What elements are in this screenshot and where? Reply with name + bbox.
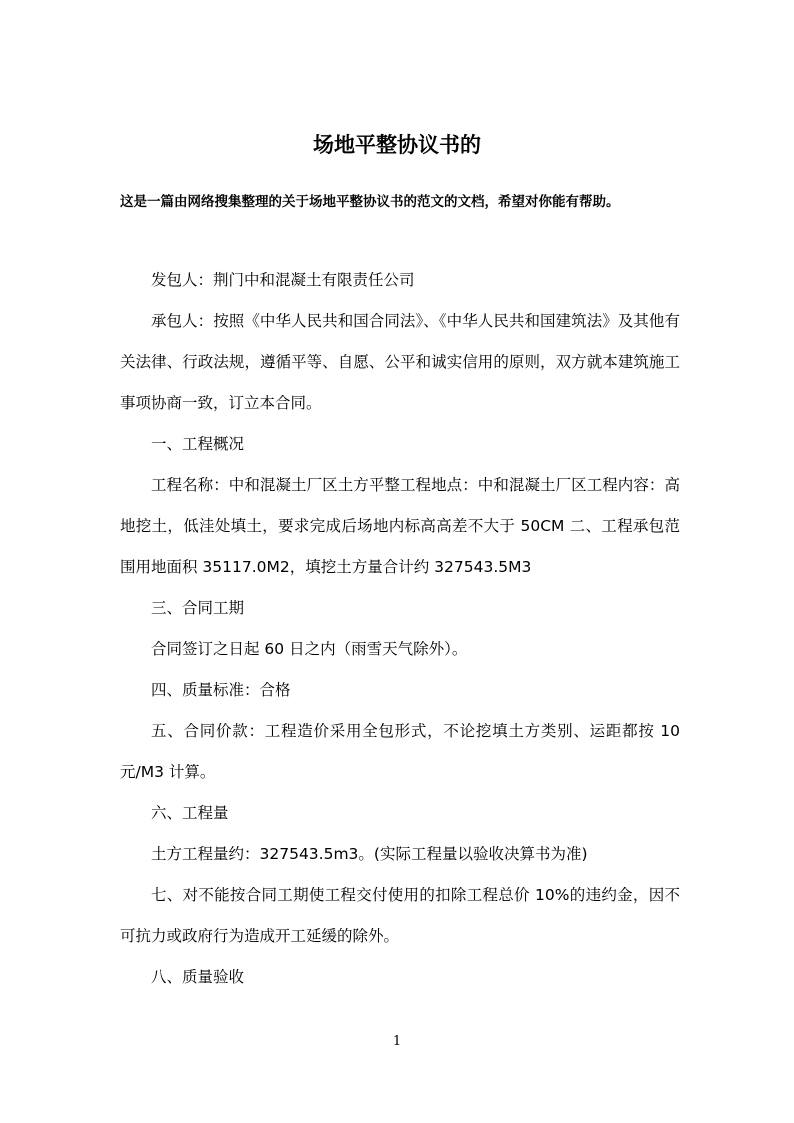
intro-text: 这是一篇由网络搜集整理的关于场地平整协议书的范文的文档，希望对你能有帮助。 bbox=[120, 194, 620, 210]
paragraph-employer: 发包人：荆门中和混凝土有限责任公司 bbox=[151, 271, 415, 289]
document-title: 场地平整协议书的 bbox=[313, 133, 481, 157]
page-number: 1 bbox=[392, 1034, 402, 1049]
section-heading-quality: 四、质量标准：合格 bbox=[151, 681, 291, 699]
document-body bbox=[120, 260, 680, 998]
section-heading-acceptance: 八、质量验收 bbox=[151, 968, 245, 986]
section-heading-quantity: 六、工程量 bbox=[151, 804, 229, 822]
paragraph-quantity: 土方工程量约：327543.5m3。(实际工程量以验收决算书为准) bbox=[151, 845, 588, 863]
section-heading-duration: 三、合同工期 bbox=[151, 599, 245, 617]
paragraph-duration: 合同签订之日起 60 日之内（雨雪天气除外）。 bbox=[151, 640, 468, 658]
section-heading-overview: 一、工程概况 bbox=[151, 435, 245, 453]
paragraph-project-details: 工程名称：中和混凝土厂区土方平整工程地点：中和混凝土厂区工程内容：高地挖土，低洼处填土，要求完成后场地内标高高差不大于 50CM 二、工程承包范围用地面积 35117.0M2，填挖土方量合计约 327543.5M3 bbox=[120, 476, 680, 576]
paragraph-contractor: 承包人：按照《中华人民共和国合同法》、《中华人民共和国建筑法》及其他有关法律、行政法规，遵循平等、自愿、公平和诚实信用的原则，双方就本建筑施工事项协商一致，订立本合同。 bbox=[120, 312, 680, 412]
paragraph-penalty: 七、对不能按合同工期使工程交付使用的扣除工程总价 10%的违约金，因不可抗力或政府行为造成开工延缓的除外。 bbox=[120, 886, 680, 945]
paragraph-price: 五、合同价款：工程造价采用全包形式，不论挖填土方类别、运距都按 10元/M3 计算。 bbox=[120, 722, 680, 781]
